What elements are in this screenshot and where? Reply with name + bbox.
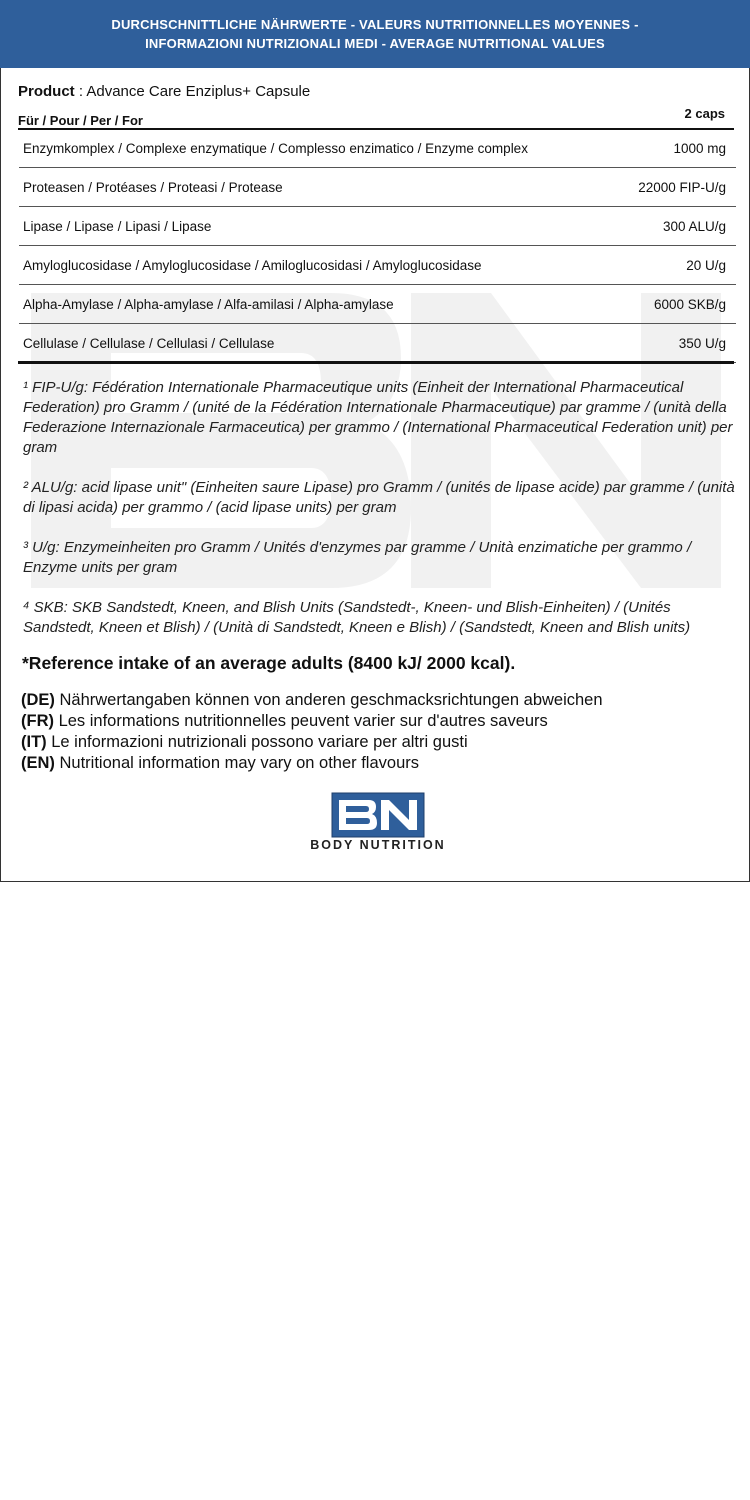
flavour-text: Nährwertangaben können von anderen geschmacksrichtungen abweichen — [54, 691, 603, 709]
nutrient-name: Proteasen / Protéases / Proteasi / Protease — [19, 168, 620, 207]
nutrient-value: 1000 mg — [620, 129, 736, 168]
product-label: Product — [18, 83, 75, 100]
footnote: ³ U/g: Enzymeinheiten pro Gramm / Unités d'enzymes par gramme / Unità enzimatiche per grammo / Enzyme units per gram — [23, 539, 692, 576]
flavour-lang: (FR) — [21, 712, 54, 730]
table-row — [19, 129, 736, 168]
nutrient-value: 300 ALU/g — [620, 207, 736, 246]
flavour-note — [21, 753, 603, 774]
footnote: ² ALU/g: acid lipase unit" (Einheiten saure Lipase) pro Gramm / (unités de lipase acide) par gramme / (unità di lipasi acida) per grammo / (acid lipase units) per gram — [23, 479, 735, 516]
header-line-1: DURCHSCHNITTLICHE NÄHRWERTE - VALEURS NUTRITIONNELLES MOYENNES - — [111, 17, 639, 32]
product-name: : Advance Care Enziplus+ Capsule — [74, 83, 311, 100]
flavour-lang: (EN) — [21, 754, 55, 772]
flavour-lang: (DE) — [21, 691, 55, 709]
serving-size: 2 caps — [684, 106, 725, 121]
table-row — [19, 324, 736, 363]
flavour-notes — [21, 690, 603, 774]
footnote: ⁴ SKB: SKB Sandstedt, Kneen, and Blish Units (Sandstedt-, Kneen- und Blish-Einheiten) / (Unités Sandstedt, Kneen et Blish) / (Unità di Sandstedt, Kneen e Blish) / (Sandstedt, Kneen and Blish units) — [23, 599, 691, 636]
nutrition-table — [19, 129, 736, 363]
nutrient-name: Enzymkomplex / Complexe enzymatique / Complesso enzimatico / Enzyme complex — [19, 129, 620, 168]
flavour-note — [21, 711, 603, 732]
body-nutrition-logo — [281, 792, 475, 854]
logo-brand-text: BODY NUTRITION — [310, 838, 446, 852]
nutrient-name: Amyloglucosidase / Amyloglucosidase / Amiloglucosidasi / Amyloglucosidase — [19, 246, 620, 285]
footnotes — [23, 378, 735, 658]
nutrient-name: Alpha-Amylase / Alpha-amylase / Alfa-amilasi / Alpha-amylase — [19, 285, 620, 324]
bn-logo-mark — [281, 792, 475, 838]
nutrition-panel — [0, 68, 750, 882]
flavour-lang: (IT) — [21, 733, 47, 751]
nutrient-value: 20 U/g — [620, 246, 736, 285]
flavour-note — [21, 690, 603, 711]
table-row — [19, 246, 736, 285]
per-label: Für / Pour / Per / For — [18, 113, 143, 128]
table-row — [19, 207, 736, 246]
logo-letter-b — [339, 800, 377, 830]
product-line — [18, 83, 310, 100]
nutrient-value: 6000 SKB/g — [620, 285, 736, 324]
flavour-text: Les informations nutritionnelles peuvent varier sur d'autres saveurs — [53, 712, 548, 730]
flavour-text: Nutritional information may vary on other flavours — [54, 754, 419, 772]
flavour-text: Le informazioni nutrizionali possono variare per altri gusti — [46, 733, 468, 751]
table-row — [19, 168, 736, 207]
table-row — [19, 285, 736, 324]
reference-intake: *Reference intake of an average adults (8400 kJ/ 2000 kcal). — [22, 653, 516, 673]
nutrient-name: Lipase / Lipase / Lipasi / Lipase — [19, 207, 620, 246]
footnote: ¹ FIP-U/g: Fédération Internationale Pharmaceutique units (Einheit der International Pharmaceutical Federation) pro Gramm / (unité de la Fédération Internationale Pharmaceutique) par gramme / (unità della Federazione Internazionale Farmaceutica) per grammo / (International Pharmaceutical Federation unit) per gram — [23, 379, 733, 456]
nutrient-value: 350 U/g — [620, 324, 736, 363]
header-line-2: INFORMAZIONI NUTRIZIONALI MEDI - AVERAGE NUTRITIONAL VALUES — [145, 36, 605, 51]
table-bottom-rule — [18, 361, 734, 364]
flavour-note — [21, 732, 603, 753]
nutrient-name: Cellulase / Cellulase / Cellulasi / Cellulase — [19, 324, 620, 363]
nutrient-value: 22000 FIP-U/g — [620, 168, 736, 207]
header-banner — [0, 0, 750, 68]
